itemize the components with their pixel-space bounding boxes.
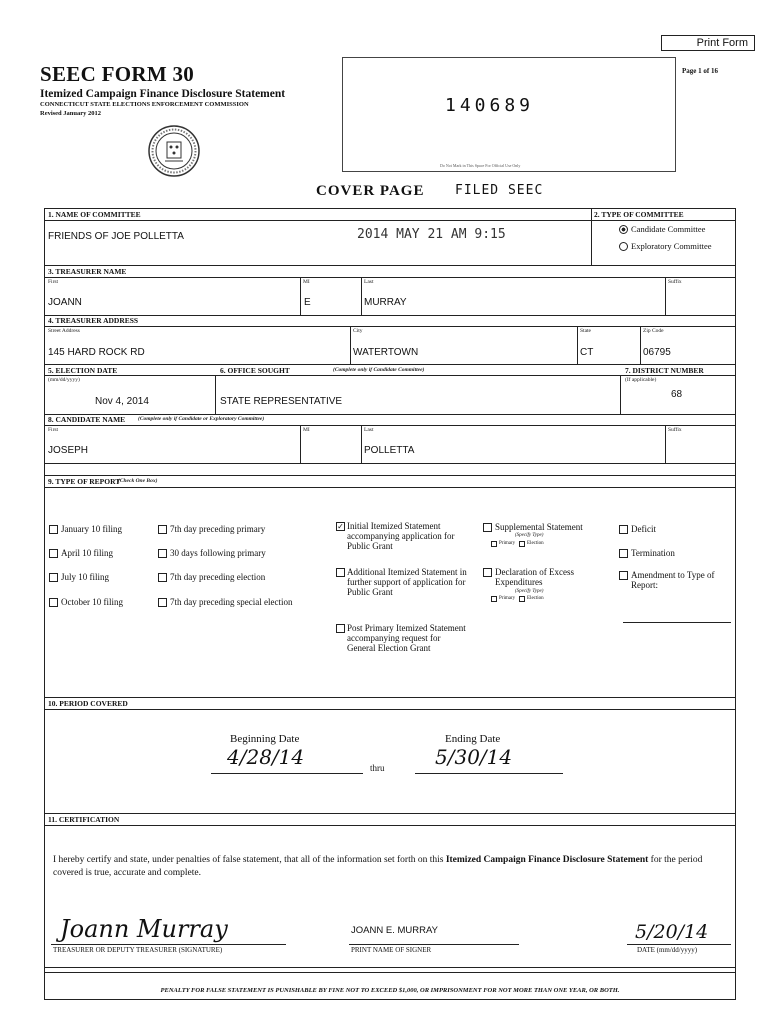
supplemental-election-label: Election xyxy=(527,541,544,546)
revised-date: Revised January 2012 xyxy=(40,110,102,117)
candidate-committee-label: Candidate Committee xyxy=(631,224,706,234)
candidate-suffix-label: Suffix xyxy=(668,427,682,433)
penalty-notice: PENALTY FOR FALSE STATEMENT IS PUNISHABLE BY FINE NOT TO EXCEED $1,000, OR IMPRISONMENT FOR NOT MORE THAN ONE YEAR, OR BOTH. xyxy=(160,987,620,994)
street-address-field[interactable]: 145 HARD ROCK RD xyxy=(48,347,145,358)
special-election-label: 7th day preceding special election xyxy=(170,597,293,607)
exploratory-committee-label: Exploratory Committee xyxy=(631,241,712,251)
primary-30-days-label: 30 days following primary xyxy=(170,548,266,558)
primary-30-days-checkbox[interactable] xyxy=(158,549,167,558)
candidate-first-field[interactable]: JOSEPH xyxy=(48,445,89,456)
printed-name-caption: PRINT NAME OF SIGNER xyxy=(351,946,432,954)
amendment-label: Amendment to Type of Report: xyxy=(631,570,715,590)
beginning-date-label: Beginning Date xyxy=(230,733,300,745)
election-7th-day-checkbox[interactable] xyxy=(158,573,167,582)
deficit-checkbox[interactable] xyxy=(619,525,628,534)
printed-name-field[interactable]: JOANN E. MURRAY xyxy=(351,925,438,936)
office-sought-label: 6. OFFICE SOUGHT xyxy=(220,366,290,375)
street-address-label: Street Address xyxy=(48,328,80,334)
district-note: (If applicable) xyxy=(625,377,657,383)
termination-checkbox[interactable] xyxy=(619,549,628,558)
certification-label: 11. CERTIFICATION xyxy=(48,815,120,824)
candidate-committee-radio[interactable] xyxy=(619,225,628,234)
declaration-election-checkbox[interactable] xyxy=(519,596,525,602)
filed-stamp: FILED SEEC xyxy=(455,183,544,198)
treasurer-address-label: 4. TREASURER ADDRESS xyxy=(48,316,139,325)
thru-label: thru xyxy=(370,763,385,773)
received-stamp: 2014 MAY 21 AM 9:15 xyxy=(357,227,506,242)
election-date-label: 5. ELECTION DATE xyxy=(48,366,118,375)
primary-7th-day-label: 7th day preceding primary xyxy=(170,524,266,534)
state-field[interactable]: CT xyxy=(580,347,594,358)
print-form-button[interactable]: Print Form xyxy=(661,35,755,51)
state-label: State xyxy=(580,328,591,334)
committee-name-label: 1. NAME OF COMMITTEE xyxy=(48,210,141,219)
primary-7th-day-checkbox[interactable] xyxy=(158,525,167,534)
ending-date-label: Ending Date xyxy=(445,733,501,745)
signature-caption: TREASURER OR DEPUTY TREASURER (SIGNATURE) xyxy=(53,946,223,954)
election-7th-day-label: 7th day preceding election xyxy=(170,572,266,582)
form-subtitle: Itemized Campaign Finance Disclosure Statement xyxy=(40,88,286,100)
declaration-primary-checkbox[interactable] xyxy=(491,596,497,602)
district-number-label: 7. DISTRICT NUMBER xyxy=(625,366,704,375)
treasurer-first-field[interactable]: JOANN xyxy=(48,297,82,308)
state-seal-icon xyxy=(147,124,201,178)
treasurer-last-label: Last xyxy=(364,279,374,285)
form-title: SEEC FORM 30 xyxy=(40,62,195,86)
treasurer-suffix-label: Suffix xyxy=(668,279,682,285)
signature-date-field[interactable]: 5/20/14 xyxy=(635,921,709,943)
post-primary-label: Post Primary Itemized Statement accompanying request for General Election Grant xyxy=(347,623,466,653)
committee-name-field[interactable]: FRIENDS OF JOE POLLETTA xyxy=(48,231,184,242)
candidate-last-field[interactable]: POLLETTA xyxy=(364,445,415,456)
beginning-date-field[interactable]: 4/28/14 xyxy=(227,745,305,769)
election-date-format: (mm/dd/yyyy) xyxy=(48,377,80,383)
zip-field[interactable]: 06795 xyxy=(643,347,671,358)
october-filing-label: October 10 filing xyxy=(61,597,123,607)
official-use-caption: Do Not Mark in This Space For Official Use Only xyxy=(440,163,521,168)
ending-date-field[interactable]: 5/30/14 xyxy=(435,745,513,769)
cover-page-title: COVER PAGE xyxy=(316,183,425,199)
supplemental-label: Supplemental Statement xyxy=(495,522,583,532)
supplemental-primary-label: Primary xyxy=(499,541,516,546)
termination-label: Termination xyxy=(631,548,675,558)
declaration-specify: (Specify Type) xyxy=(515,589,544,594)
disclosure-form xyxy=(44,208,736,1000)
agency-name: CONNECTICUT STATE ELECTIONS ENFORCEMENT COMMISSION xyxy=(40,101,249,108)
candidate-first-label: First xyxy=(48,427,59,433)
candidate-last-label: Last xyxy=(364,427,374,433)
january-filing-label: January 10 filing xyxy=(61,524,122,534)
additional-statement-checkbox[interactable] xyxy=(336,568,345,577)
city-field[interactable]: WATERTOWN xyxy=(353,347,419,358)
supplemental-specify: (Specify Type) xyxy=(515,533,544,538)
committee-type-label: 2. TYPE OF COMMITTEE xyxy=(594,210,684,219)
treasurer-mi-field[interactable]: E xyxy=(304,297,311,308)
july-filing-checkbox[interactable] xyxy=(49,573,58,582)
declaration-election-label: Election xyxy=(527,596,544,601)
deficit-label: Deficit xyxy=(631,524,656,534)
declaration-checkbox[interactable] xyxy=(483,568,492,577)
treasurer-mi-label: MI xyxy=(303,279,310,285)
supplemental-checkbox[interactable] xyxy=(483,523,492,532)
zip-label: Zip Code xyxy=(643,328,664,334)
initial-statement-label: Initial Itemized Statement accompanying application for Public Grant xyxy=(347,521,455,551)
date-caption: DATE (mm/dd/yyyy) xyxy=(637,946,698,954)
office-sought-note: (Complete only if Candidate Committee) xyxy=(333,367,425,373)
declaration-primary-label: Primary xyxy=(499,596,516,601)
additional-statement-label: Additional Itemized Statement in further support of application for Public Grant xyxy=(347,567,467,597)
july-filing-label: July 10 filing xyxy=(61,572,110,582)
page-number: Page 1 of 16 xyxy=(682,67,718,75)
election-date-field[interactable]: Nov 4, 2014 xyxy=(95,396,149,407)
special-election-checkbox[interactable] xyxy=(158,598,167,607)
office-sought-field[interactable]: STATE REPRESENTATIVE xyxy=(220,396,343,407)
declaration-label: Declaration of Excess Expenditures xyxy=(495,567,574,587)
treasurer-name-label: 3. TREASURER NAME xyxy=(48,267,127,276)
january-filing-checkbox[interactable] xyxy=(49,525,58,534)
stamp-number: 140689 xyxy=(445,95,535,116)
supplemental-election-checkbox[interactable] xyxy=(519,541,525,547)
post-primary-checkbox[interactable] xyxy=(336,624,345,633)
candidate-name-label: 8. CANDIDATE NAME xyxy=(48,415,126,424)
period-covered-label: 10. PERIOD COVERED xyxy=(48,699,128,708)
certification-text: I hereby certify and state, under penalties of false statement, that all of the information set forth on this Itemized Campaign Finance Disclosure Statement for the period covered is true, accurate and complete. xyxy=(53,855,703,878)
exploratory-committee-radio[interactable] xyxy=(619,242,628,251)
october-filing-checkbox[interactable] xyxy=(49,598,58,607)
april-filing-checkbox[interactable] xyxy=(49,549,58,558)
treasurer-first-label: First xyxy=(48,279,59,285)
report-type-note: (Check One Box) xyxy=(118,478,158,484)
report-type-label: 9. TYPE OF REPORT xyxy=(48,477,121,486)
treasurer-signature[interactable]: Joann Murray xyxy=(60,915,228,943)
district-number-field[interactable]: 68 xyxy=(671,389,683,400)
amendment-checkbox[interactable] xyxy=(619,571,628,580)
treasurer-last-field[interactable]: MURRAY xyxy=(364,297,407,308)
initial-statement-checkbox[interactable]: ✓ xyxy=(337,522,344,531)
april-filing-label: April 10 filing xyxy=(61,548,113,558)
city-label: City xyxy=(353,328,363,334)
supplemental-primary-checkbox[interactable] xyxy=(491,541,497,547)
candidate-name-note: (Complete only if Candidate or Exploratory Committee) xyxy=(138,416,265,422)
candidate-mi-label: MI xyxy=(303,427,310,433)
